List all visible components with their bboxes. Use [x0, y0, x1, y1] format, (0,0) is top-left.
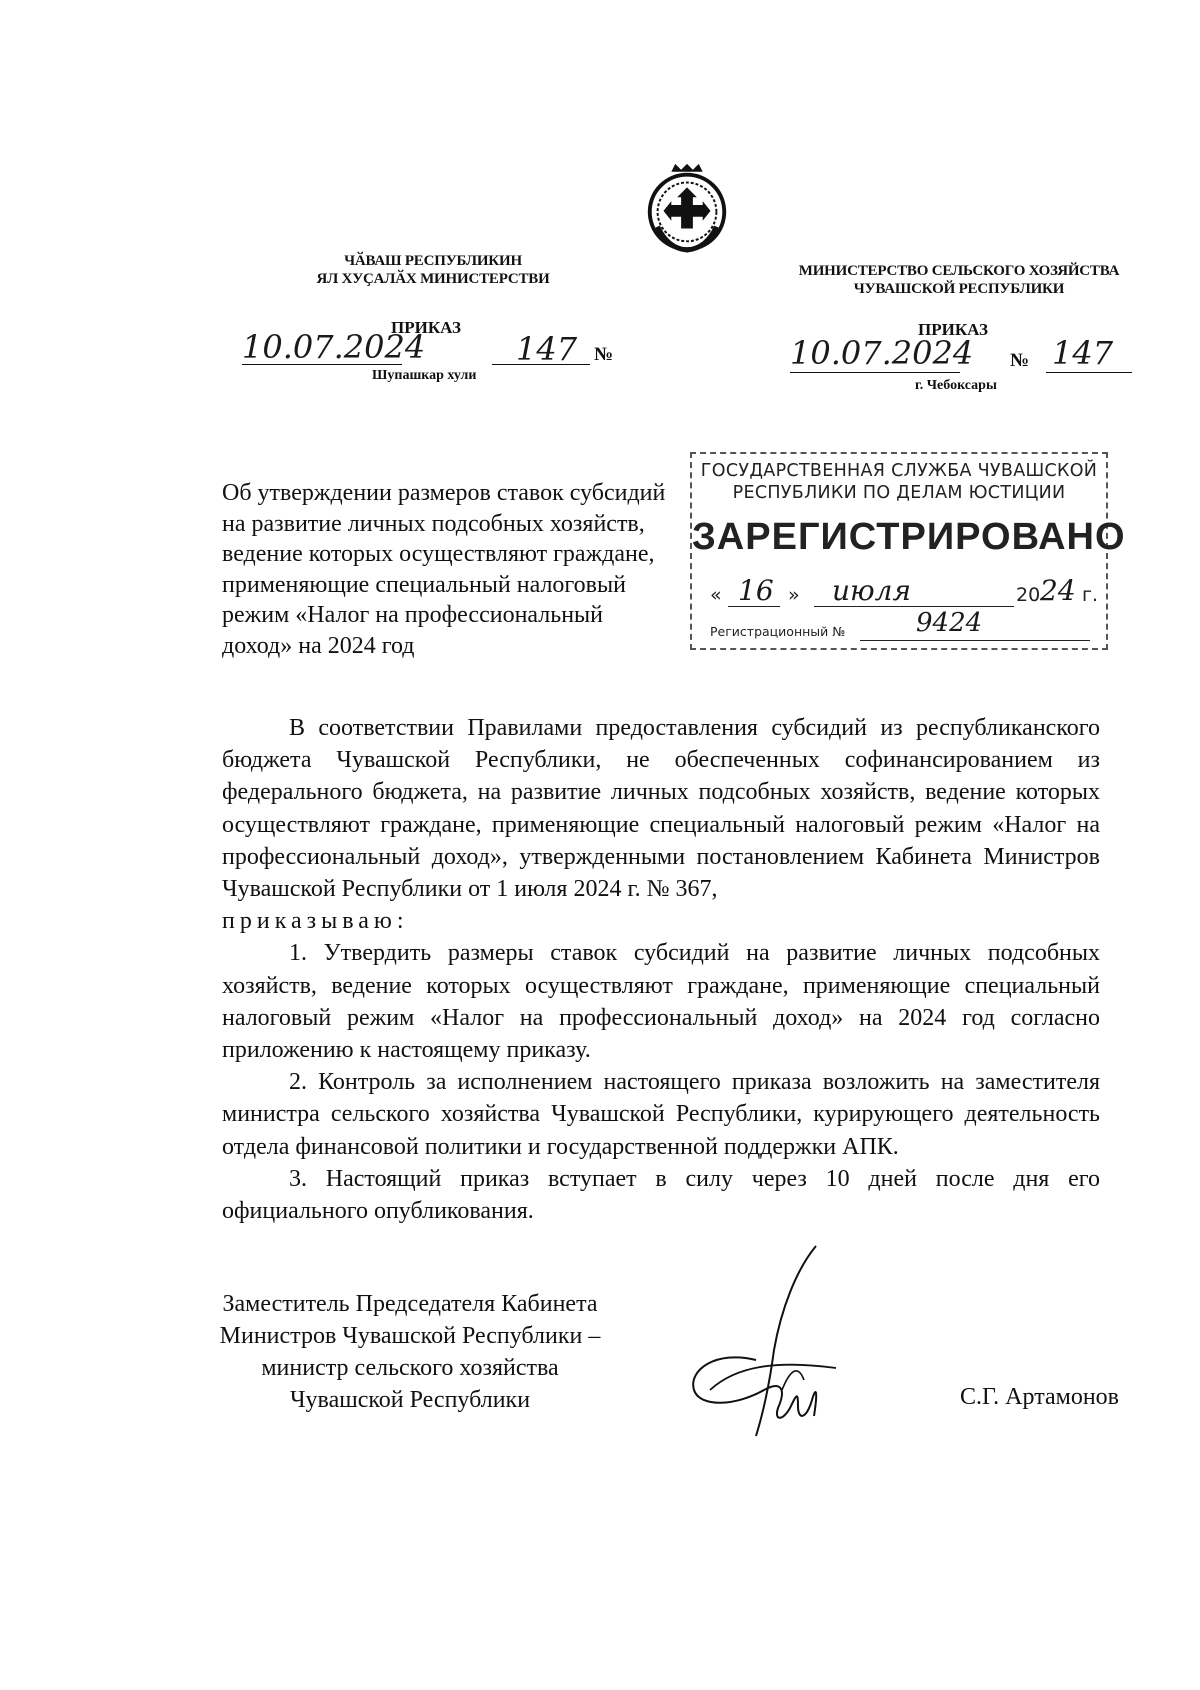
signatory-position-line: Министров Чувашской Республики – — [219, 1323, 601, 1349]
stamp-org-line1: ГОСУДАРСТВЕННАЯ СЛУЖБА ЧУВАШСКОЙ — [700, 461, 1098, 481]
body-item-1: 1. Утвердить размеры ставок субсидий на развитие личных подсобных хозяйств, ведение которых осуществляют граждане, применяющие специальный налоговый режим «Налог на профессиональный доход» на 2024 год согласно приложению к настоящему приказу. — [222, 940, 1100, 1064]
subject-line: режим «Налог на профессиональный — [222, 602, 604, 628]
header-left-number-line — [492, 364, 590, 365]
stamp-org-line2: РЕСПУБЛИКИ ПО ДЕЛАМ ЮСТИЦИИ — [732, 483, 1066, 503]
stamp-month: июля — [832, 574, 912, 607]
header-right-line1: МИНИСТЕРСТВО СЕЛЬСКОГО ХОЗЯЙСТВА — [798, 263, 1120, 279]
stamp-day-line — [728, 606, 780, 607]
stamp-reg-label: Регистрационный № — [710, 624, 846, 639]
header-left-city: Шупашкар хули — [372, 368, 477, 383]
stamp-year-prefix: 20 — [1016, 584, 1041, 606]
header-left-order-word: ПРИКАЗ — [391, 318, 461, 337]
header-right-number-sign: № — [1010, 350, 1030, 371]
header-left-line1: ЧӐВАШ РЕСПУБЛИКИН — [344, 253, 522, 269]
subject-line: на развитие личных подсобных хозяйств, — [222, 510, 645, 537]
header-right-line2: ЧУВАШСКОЙ РЕСПУБЛИКИ — [853, 281, 1065, 297]
stamp-reg-underline — [860, 640, 1090, 641]
header-right-date-line — [790, 372, 960, 373]
stamp-reg-number-line — [710, 608, 1100, 644]
stamp-open-quote: « — [710, 584, 722, 606]
signatory-name: С.Г. Артамонов — [960, 1384, 1119, 1410]
stamp-title: ЗАРЕГИСТРИРОВАНО — [692, 516, 1126, 558]
header-left-line2: ЯЛ ХУҪАЛӐХ МИНИСТЕРСТВИ — [316, 271, 550, 287]
signatory-position-line: Чувашской Республики — [289, 1387, 531, 1413]
stamp-close-quote: » — [788, 584, 800, 606]
stamp-day: 16 — [738, 574, 774, 607]
stamp-year: 24 — [1040, 574, 1076, 607]
stamp-date-line — [710, 574, 1100, 612]
order-body — [222, 712, 1100, 1227]
header-left-date-line — [242, 364, 402, 365]
stamp-reg-number: 9424 — [916, 608, 983, 638]
header-right-number-line — [1046, 372, 1132, 373]
header-left-date: 10.07.2024 — [242, 328, 426, 366]
chuvash-coat-of-arms-icon — [638, 158, 736, 256]
body-preamble: В соответствии Правилами предоставления субсидий из республиканского бюджета Чувашской Республики, не обеспеченных софинансированием из федерального бюджета, на развитие личных подсобных хозяйств, ведение которых осуществляют граждане, применяющие специальный налоговый режим «Налог на профессиональный доход», утвержденными постановлением Кабинета Министров Чувашской Республики от 1 июля 2024 г. № 367, — [222, 715, 1100, 903]
subject-line: Об утверждении размеров ставок субсидий — [222, 480, 666, 506]
body-item-3: 3. Настоящий приказ вступает в силу через 10 дней после дня его официального опубликования. — [222, 1165, 1100, 1225]
registration-stamp — [690, 452, 1126, 650]
header-right-number: 147 — [1052, 334, 1114, 372]
header-left-number-sign: № — [594, 344, 614, 365]
header-right-order-word: ПРИКАЗ — [918, 320, 988, 339]
body-order-word: приказываю: — [222, 908, 409, 935]
stamp-org — [692, 460, 1106, 504]
stamp-year-suffix: г. — [1082, 584, 1099, 606]
stamp-month-line — [814, 606, 1014, 607]
header-right-org — [784, 262, 1134, 298]
handwritten-signature-icon — [686, 1240, 846, 1450]
signatory-position-line: Заместитель Председателя Кабинета — [222, 1291, 598, 1317]
subject-line: применяющие специальный налоговый — [222, 571, 626, 598]
header-right-city: г. Чебоксары — [915, 378, 997, 393]
body-item-2: 2. Контроль за исполнением настоящего приказа возложить на заместителя министра сельского хозяйства Чувашской Республики, курирующего деятельность отдела финансовой политики и государственной поддержки АПК. — [222, 1069, 1100, 1160]
header-left-org — [268, 252, 598, 288]
order-subject — [222, 478, 692, 661]
header-right-date: 10.07.2024 — [790, 334, 974, 372]
header-left-number: 147 — [516, 330, 578, 368]
signatory-position-line: министр сельского хозяйства — [261, 1355, 559, 1381]
subject-line: доход» на 2024 год — [222, 632, 415, 659]
signatory-position — [210, 1288, 610, 1416]
subject-line: ведение которых осуществляют граждане, — [222, 541, 655, 567]
